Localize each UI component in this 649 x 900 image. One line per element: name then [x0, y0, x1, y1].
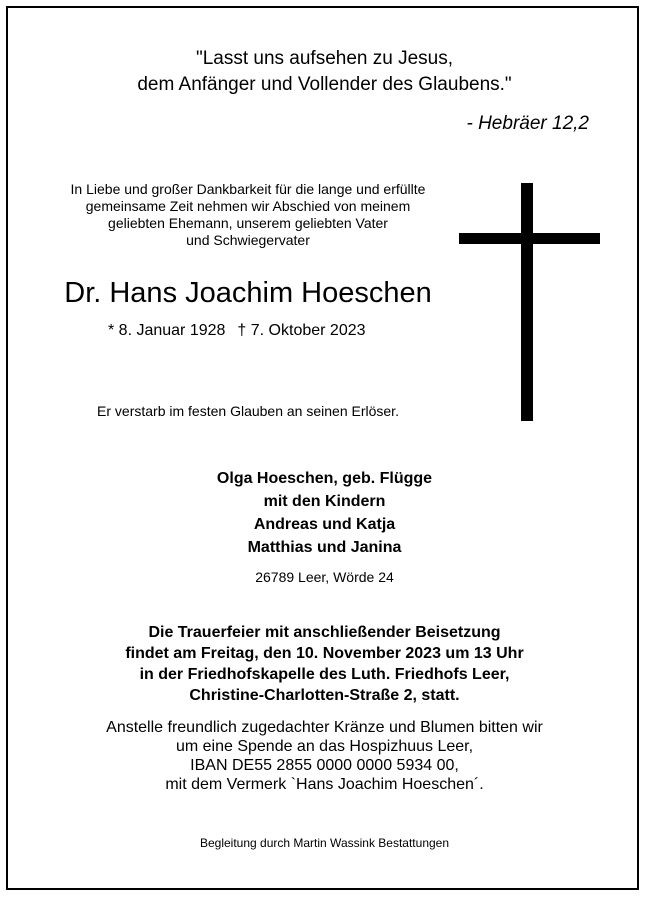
deceased-name: Dr. Hans Joachim Hoeschen [64, 277, 432, 309]
mourner-address: 26789 Leer, Wörde 24 [255, 569, 394, 585]
donation-line: mit dem Vermerk `Hans Joachim Hoeschen´. [165, 776, 484, 793]
ceremony-line: in der Friedhofskapelle des Luth. Friedhofs Leer, [139, 666, 510, 683]
quote-line-1: "Lasst uns aufsehen zu Jesus, [195, 48, 454, 69]
death-date: † 7. Oktober 2023 [237, 322, 366, 339]
donation-line: Anstelle freundlich zugedachter Kränze und Blumen bitten wir [106, 719, 543, 736]
intro-text [0, 181, 496, 249]
funeral-details [0, 622, 649, 706]
intro-line: gemeinsame Zeit nehmen wir Abschied von meinem [85, 198, 411, 214]
intro-line: In Liebe und großer Dankbarkeit für die lange und erfüllte [70, 181, 426, 197]
quote-line-2: dem Anfänger und Vollender des Glaubens." [137, 74, 512, 95]
donation-request [0, 718, 649, 794]
mourner-line: Olga Hoeschen, geb. Flügge [216, 470, 433, 487]
donation-line: IBAN DE55 2855 0000 0000 5934 00, [190, 757, 459, 774]
life-dates [108, 322, 366, 340]
intro-line: geliebten Ehemann, unserem geliebten Vater [108, 215, 388, 231]
intro-line: und Schwiegervater [186, 232, 310, 248]
cross-icon [521, 183, 533, 421]
mourner-line: Andreas und Katja [253, 516, 396, 533]
ceremony-line: Die Trauerfeier mit anschließender Beisetzung [148, 624, 501, 641]
cross-icon-bar [459, 233, 600, 244]
quote-source: - Hebräer 12,2 [466, 113, 589, 134]
mourners-block [0, 467, 649, 559]
ceremony-line: Christine-Charlotten-Straße 2, statt. [189, 687, 460, 704]
ceremony-line: findet am Freitag, den 10. November 2023 um 13 Uhr [125, 645, 524, 662]
mourner-line: mit den Kindern [263, 493, 386, 510]
mourner-line: Matthias und Janina [247, 539, 402, 556]
bible-quote [0, 46, 649, 98]
birth-date: * 8. Januar 1928 [108, 322, 226, 339]
donation-line: um eine Spende an das Hospizhuus Leer, [175, 738, 474, 755]
faith-statement: Er verstarb im festen Glauben an seinen Erlöser. [97, 403, 399, 419]
undertaker-credit: Begleitung durch Martin Wassink Bestattungen [199, 836, 450, 850]
